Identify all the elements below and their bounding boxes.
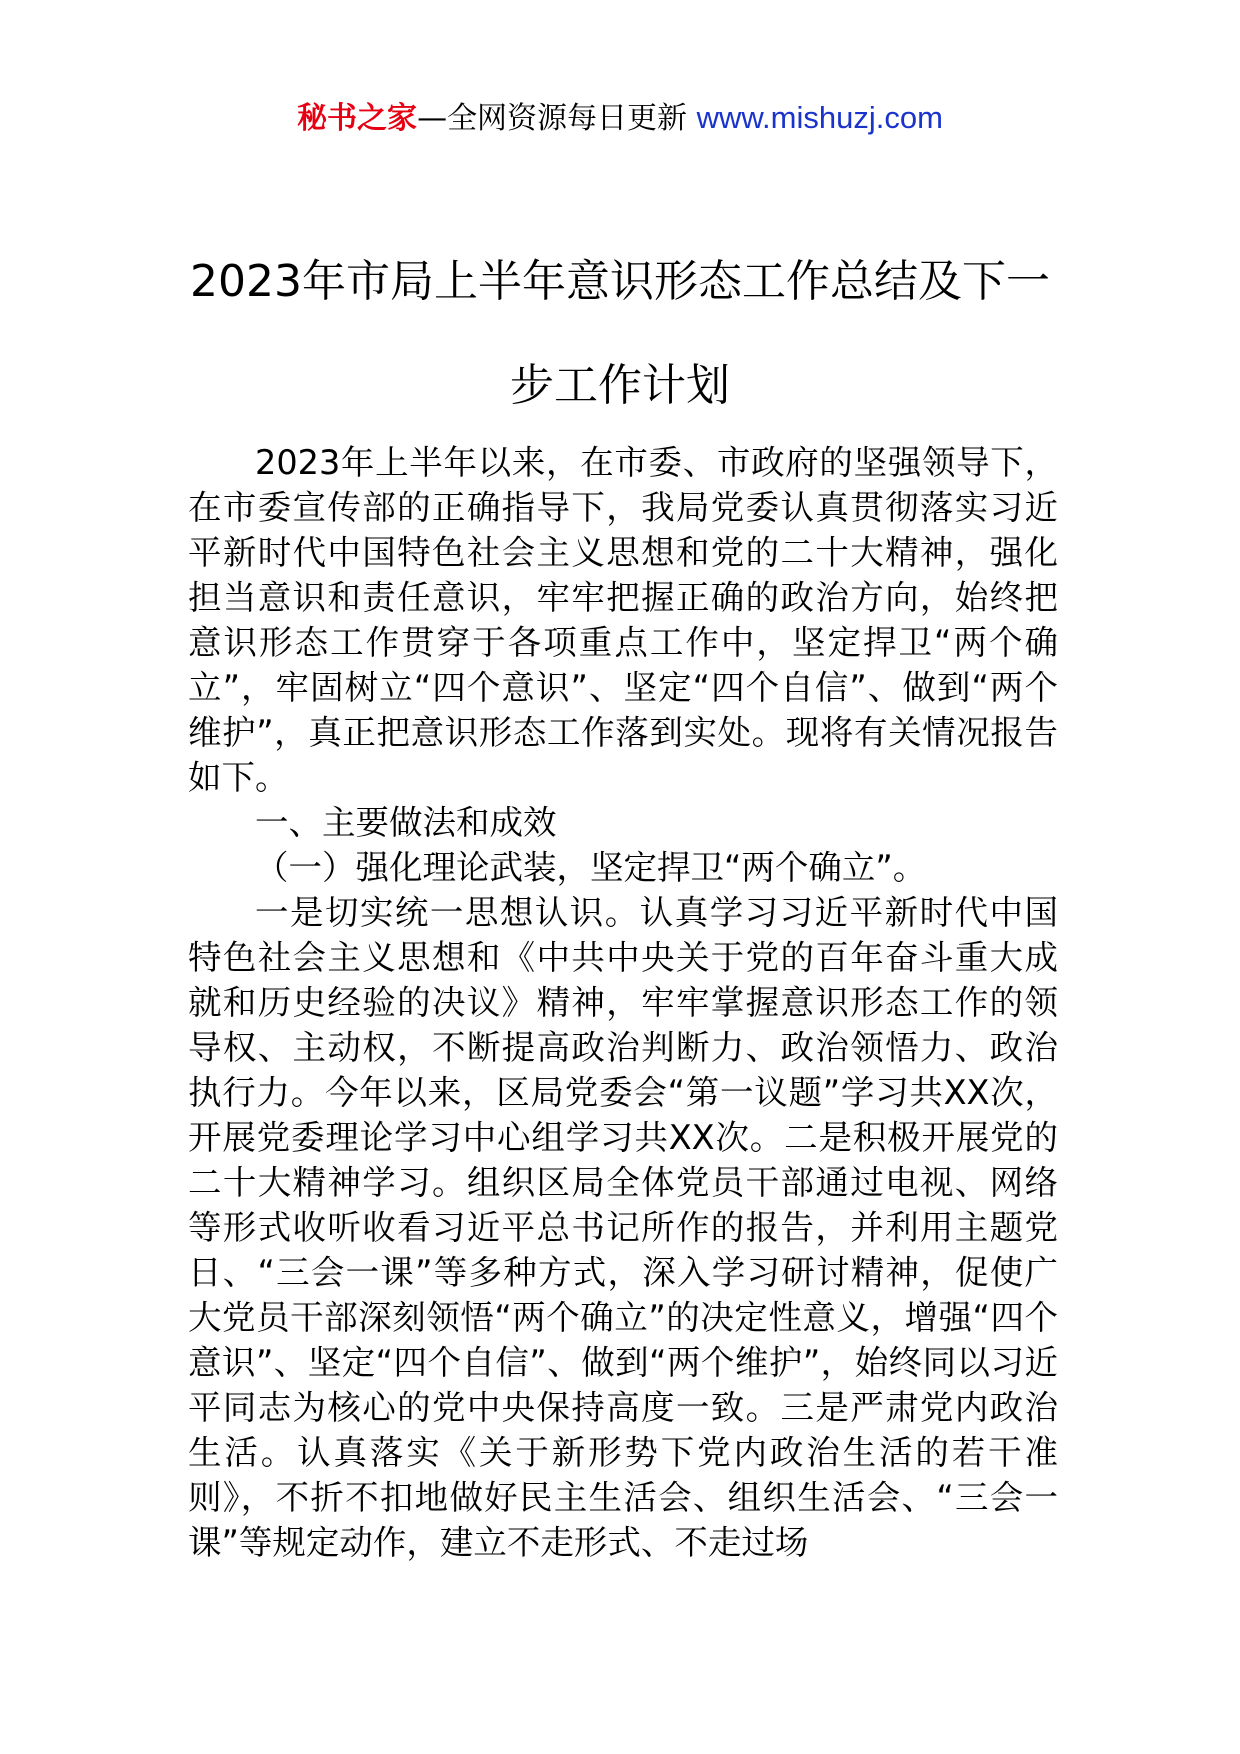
brand-name: 秘书之家 [297,101,418,136]
site-url-link[interactable]: www.mishuzj.com [696,100,943,135]
site-header-banner [0,98,1240,139]
document-title: 2023年市局上半年意识形态工作总结及下一步工作计划 [190,256,1050,411]
subsection-heading: （一）强化理论武装，坚定捍卫“两个确立”。 [255,848,927,887]
header-tagline: —全网资源每日更新 [417,101,697,136]
intro-paragraph: 2023年上半年以来，在市委、市政府的坚强领导下，在市委宣传部的正确指导下，我局党委认真贯彻落实习近平新时代中国特色社会主义思想和党的二十大精神，强化担当意识和责任意识，牢牢把握正确的政治方向，始终把意识形态工作贯穿于各项重点工作中，坚定捍卫“两个确立”，牢固树立“四个意识”、坚定“四个自信”、做到“两个维护”，真正把意识形态工作落到实处。现将有关情况报告如下。 [188,443,1058,797]
section-heading: 一、主要做法和成效 [255,803,557,842]
body-paragraph: 一是切实统一思想认识。认真学习习近平新时代中国特色社会主义思想和《中共中央关于党的百年奋斗重大成就和历史经验的决议》精神，牢牢掌握意识形态工作的领导权、主动权，不断提高政治判断力、政治领悟力、政治执行力。今年以来，区局党委会“第一议题”学习共XX次，开展党委理论学习中心组学习共XX次。二是积极开展党的二十大精神学习。组织区局全体党员干部通过电视、网络等形式收听收看习近平总书记所作的报告，并利用主题党日、“三会一课”等多种方式，深入学习研讨精神，促使广大党员干部深刻领悟“两个确立”的决定性意义，增强“四个意识”、坚定“四个自信”、做到“两个维护”，始终同以习近平同志为核心的党中央保持高度一致。三是严肃党内政治生活。认真落实《关于新形势下党内政治生活的若干准则》，不折不扣地做好民主生活会、组织生活会、“三会一课”等规定动作，建立不走形式、不走过场 [188,893,1058,1562]
document-body [188,440,1058,1565]
